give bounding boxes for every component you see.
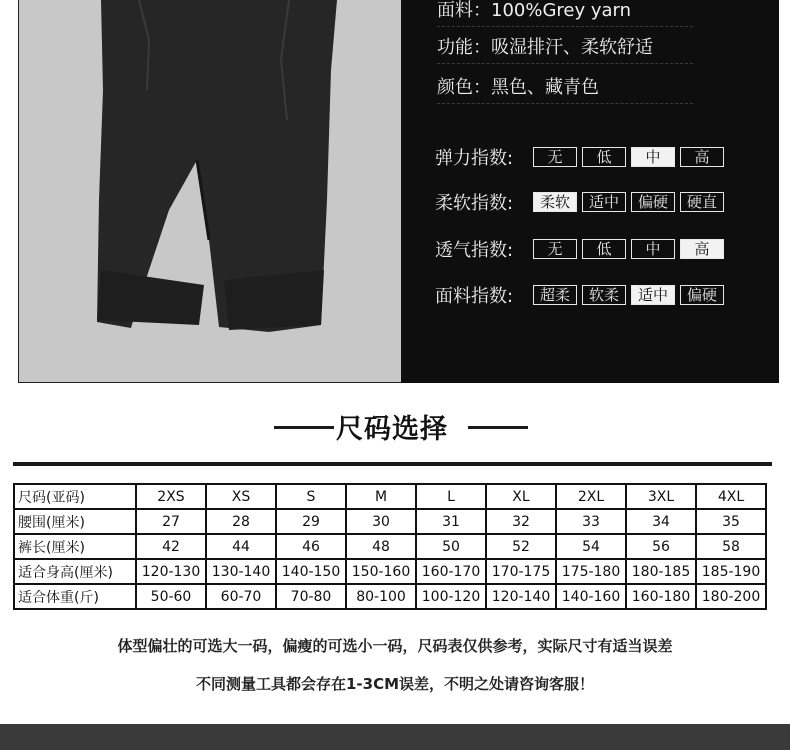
table-cell: 28 <box>206 509 276 534</box>
rating-option: 适中 <box>582 192 626 212</box>
table-cell: 32 <box>486 509 556 534</box>
rating-label: 面料指数: <box>435 286 514 307</box>
rating-elasticity <box>435 144 729 170</box>
rating-option-selected: 适中 <box>631 285 675 305</box>
table-cell: 48 <box>346 534 416 559</box>
divider <box>437 103 693 104</box>
divider <box>13 462 772 466</box>
table-cell: 175-180 <box>556 559 626 584</box>
table-cell: 52 <box>486 534 556 559</box>
rating-option: 无 <box>533 147 577 167</box>
shorts-image <box>19 0 402 383</box>
size-note-2: 不同测量工具都会存在1-3CM误差，不明之处请咨询客服！ <box>195 675 595 693</box>
product-photo <box>18 0 401 383</box>
rating-option: 高 <box>680 147 724 167</box>
table-header-row <box>14 484 766 509</box>
table-cell: 140-150 <box>276 559 346 584</box>
table-cell: 腰围(厘米) <box>14 509 136 534</box>
spec-fabric <box>437 0 631 22</box>
table-cell: 31 <box>416 509 486 534</box>
divider <box>437 63 693 64</box>
table-cell: 33 <box>556 509 626 534</box>
table-cell: 130-140 <box>206 559 276 584</box>
rating-option-selected: 高 <box>680 239 724 259</box>
table-cell: 46 <box>276 534 346 559</box>
table-header-cell: XL <box>486 484 556 509</box>
spec-function-text: 功能：吸湿排汗、柔软舒适 <box>437 37 653 58</box>
rating-option: 偏硬 <box>631 192 675 212</box>
table-cell: 30 <box>346 509 416 534</box>
table-row <box>14 559 766 584</box>
rating-label: 弹力指数: <box>435 148 514 169</box>
table-header-cell: S <box>276 484 346 509</box>
spec-fabric-text: 面料：100%Grey yarn <box>437 0 632 21</box>
table-row <box>14 584 766 609</box>
size-note-1: 体型偏壮的可选大一码，偏瘦的可选小一码，尺码表仅供参考，实际尺寸有适当误差 <box>117 637 673 655</box>
table-header-cell: 3XL <box>626 484 696 509</box>
title-line-right <box>468 426 528 429</box>
table-header-cell: L <box>416 484 486 509</box>
rating-option: 偏硬 <box>680 285 724 305</box>
table-cell: 170-175 <box>486 559 556 584</box>
table-cell: 34 <box>626 509 696 534</box>
table-header-cell: 2XL <box>556 484 626 509</box>
table-cell: 140-160 <box>556 584 626 609</box>
table-cell: 185-190 <box>696 559 766 584</box>
size-table <box>13 483 767 610</box>
rating-label: 柔软指数: <box>435 193 514 214</box>
table-header-cell: XS <box>206 484 276 509</box>
rating-option: 低 <box>582 239 626 259</box>
footer-bar <box>0 724 790 750</box>
title-line-left <box>274 426 334 429</box>
table-cell: 29 <box>276 509 346 534</box>
table-cell: 适合体重(斤) <box>14 584 136 609</box>
table-cell: 54 <box>556 534 626 559</box>
section-title-text: 尺码选择 <box>336 414 448 445</box>
rating-option: 软柔 <box>582 285 626 305</box>
table-cell: 裤长(厘米) <box>14 534 136 559</box>
spec-color-text: 颜色：黑色、藏青色 <box>437 77 599 98</box>
rating-option-selected: 柔软 <box>533 192 577 212</box>
table-cell: 150-160 <box>346 559 416 584</box>
table-cell: 42 <box>136 534 206 559</box>
table-header-cell: M <box>346 484 416 509</box>
table-cell: 44 <box>206 534 276 559</box>
rating-option-selected: 中 <box>631 147 675 167</box>
rating-option: 无 <box>533 239 577 259</box>
rating-softness <box>435 189 729 215</box>
spec-function <box>437 33 653 59</box>
table-cell: 180-185 <box>626 559 696 584</box>
table-cell: 120-130 <box>136 559 206 584</box>
table-header-cell: 尺码(亚码) <box>14 484 136 509</box>
table-header-cell: 2XS <box>136 484 206 509</box>
divider <box>437 26 693 27</box>
spec-panel <box>401 0 779 383</box>
table-header-cell: 4XL <box>696 484 766 509</box>
table-cell: 27 <box>136 509 206 534</box>
table-cell: 120-140 <box>486 584 556 609</box>
rating-option: 硬直 <box>680 192 724 212</box>
section-title <box>0 405 790 445</box>
spec-color <box>437 73 599 99</box>
table-cell: 80-100 <box>346 584 416 609</box>
rating-breathability <box>435 236 729 262</box>
table-cell: 适合身高(厘米) <box>14 559 136 584</box>
table-cell: 70-80 <box>276 584 346 609</box>
table-cell: 160-180 <box>626 584 696 609</box>
table-cell: 50-60 <box>136 584 206 609</box>
table-cell: 180-200 <box>696 584 766 609</box>
rating-option: 超柔 <box>533 285 577 305</box>
table-cell: 160-170 <box>416 559 486 584</box>
rating-option: 中 <box>631 239 675 259</box>
rating-fabric <box>435 282 729 308</box>
rating-option: 低 <box>582 147 626 167</box>
rating-label: 透气指数: <box>435 240 514 261</box>
table-cell: 60-70 <box>206 584 276 609</box>
table-cell: 50 <box>416 534 486 559</box>
table-cell: 58 <box>696 534 766 559</box>
table-row <box>14 509 766 534</box>
table-cell: 35 <box>696 509 766 534</box>
table-row <box>14 534 766 559</box>
table-cell: 100-120 <box>416 584 486 609</box>
table-cell: 56 <box>626 534 696 559</box>
